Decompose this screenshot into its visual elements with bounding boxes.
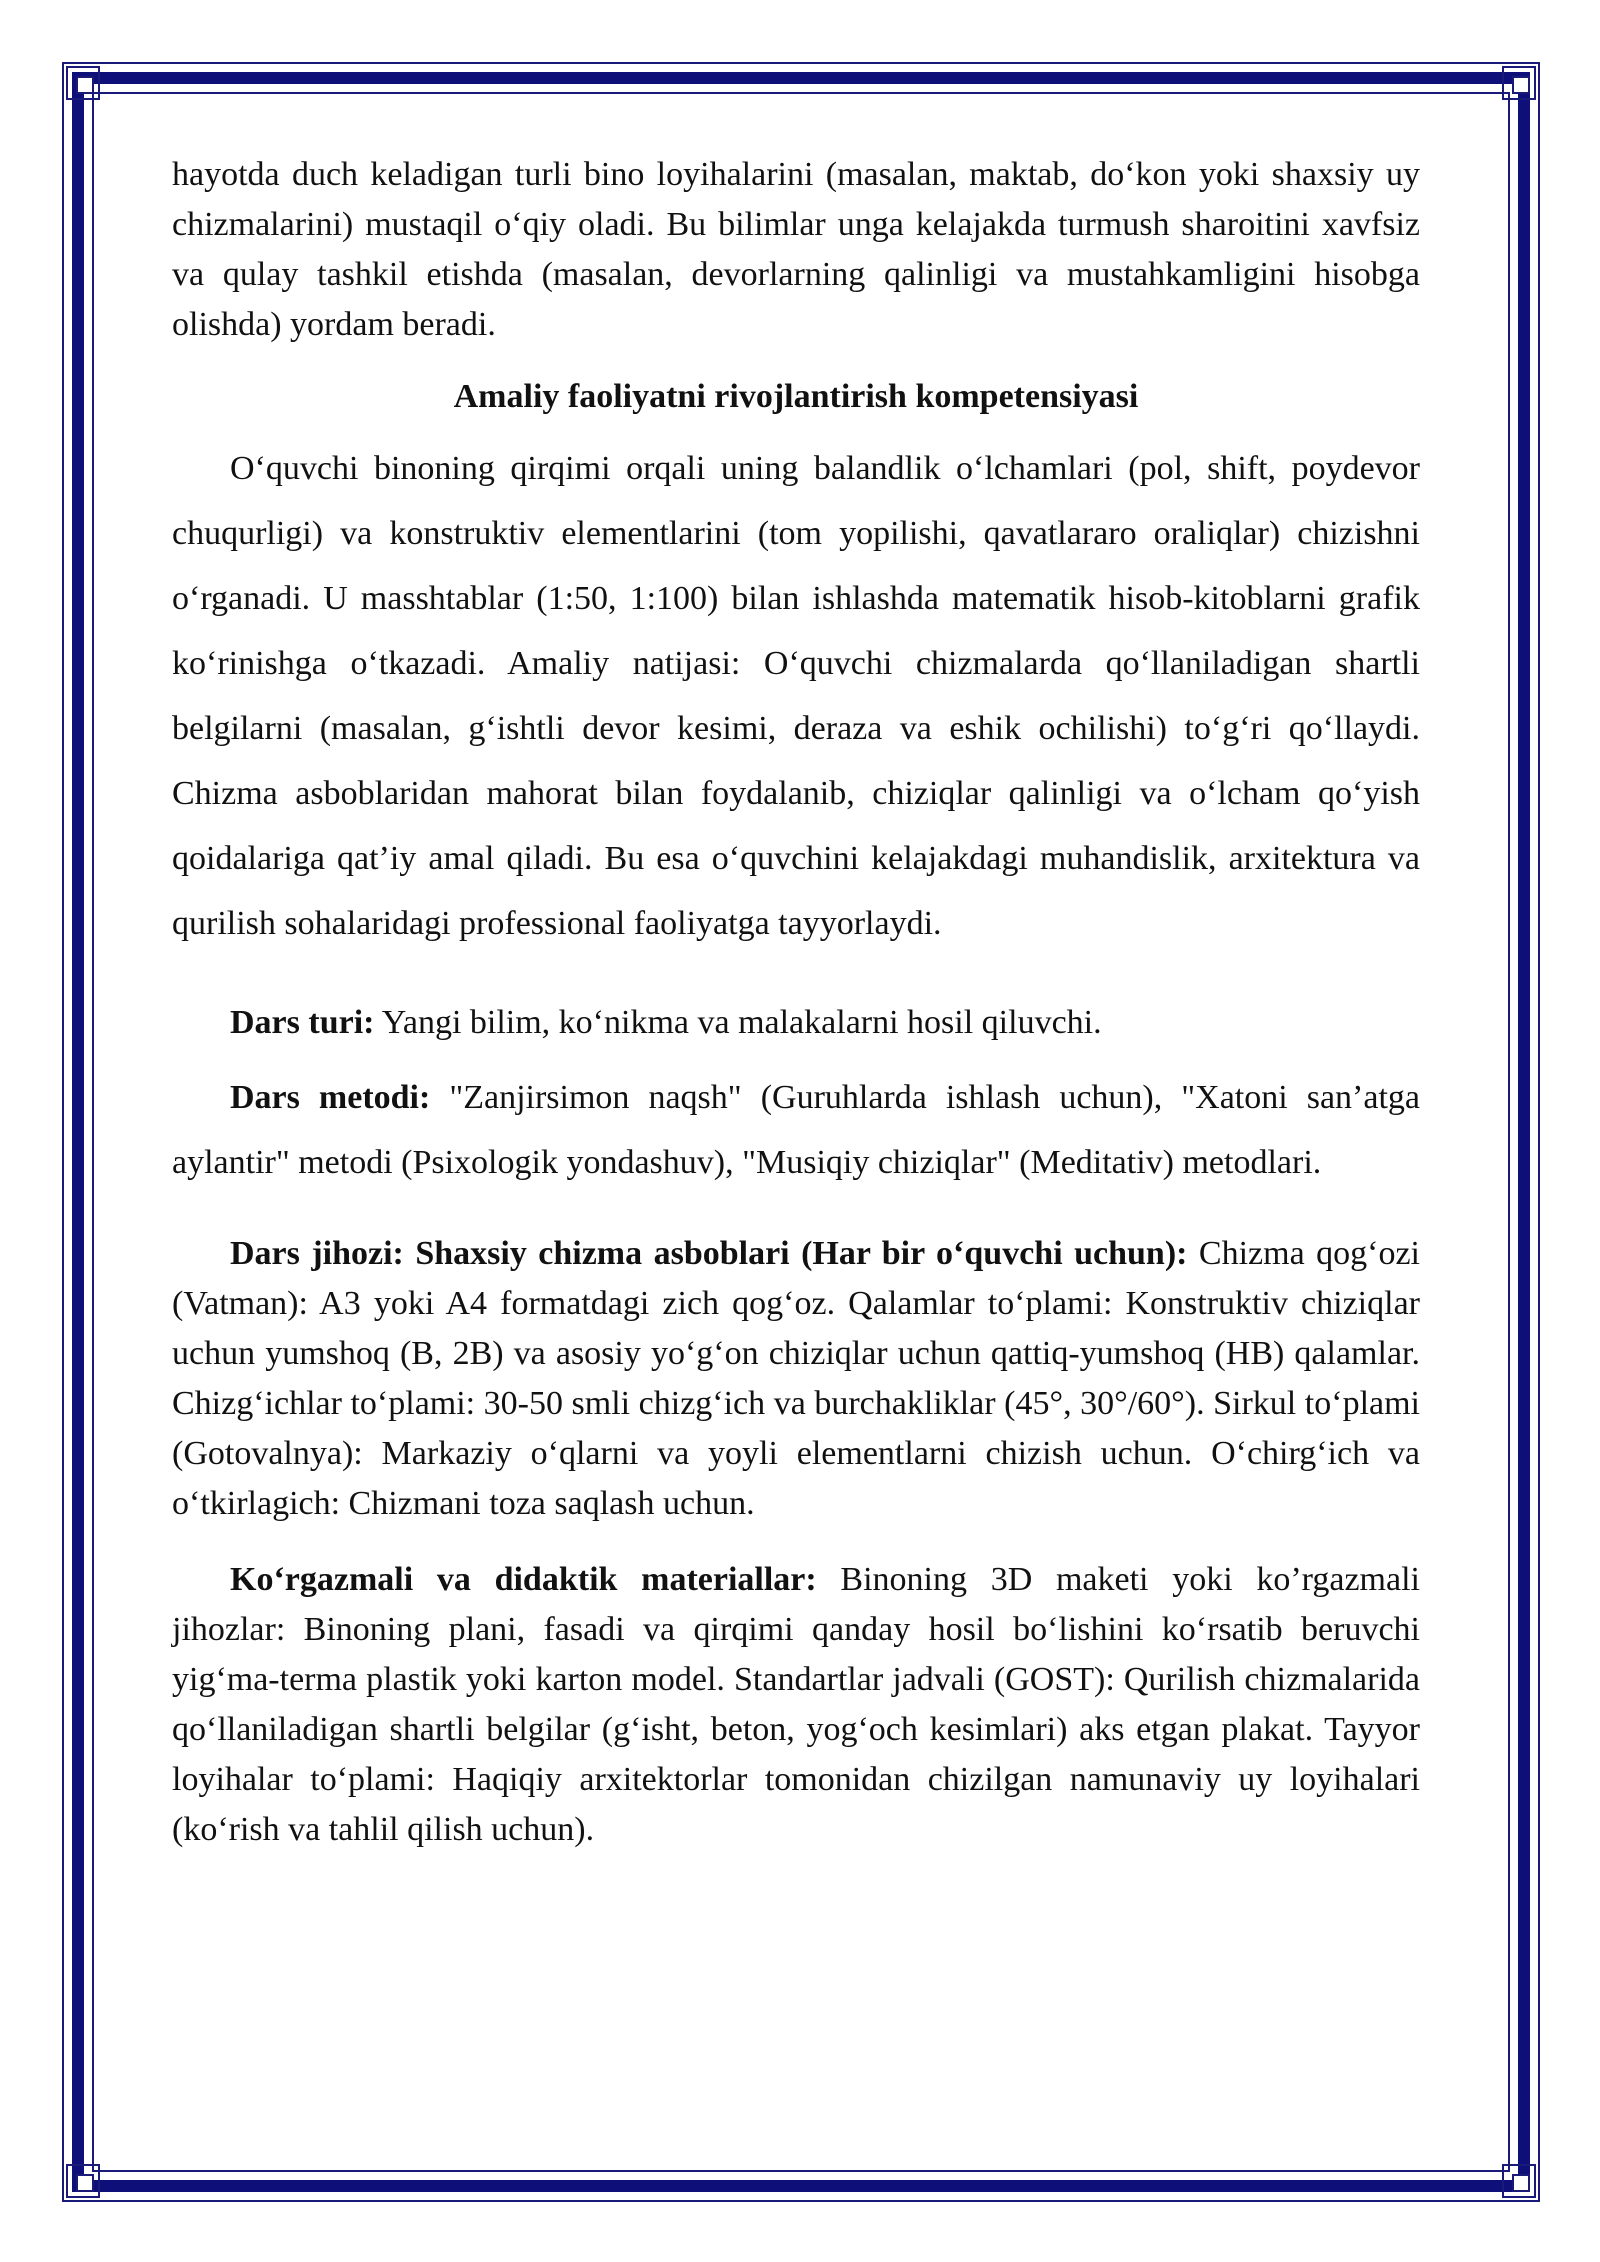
page-content: [172, 150, 1420, 1855]
section-heading: Amaliy faoliyatni rivojlantirish kompetensiyasi: [453, 378, 1139, 415]
intro-paragraph: hayotda duch keladigan turli bino loyihalarini (masalan, maktab, do‘kon yoki shaxsiy uy chizmalarini) mustaqil o‘qiy oladi. Bu bilimlar unga kelajakda turmush sharoitini xavfsiz va qulay tashkil etishda (masalan, devorlarning qalinligi va mustahkamligini hisobga olishda) yordam beradi.: [172, 156, 1420, 343]
border-corner-ornament: [1502, 66, 1536, 100]
visual-materials-text: Binoning 3D maketi yoki ko’rgazmali jihozlar: Binoning plani, fasadi va qirqimi qanday hosil bo‘lishini ko‘rsatib beruvchi yig‘ma-terma plastik yoki karton model. Standartlar jadvali (GOST): Qurilish chizmalarida qo‘llaniladigan shartli belgilar (g‘isht, beton, yog‘och kesimlari) aks etgan plakat. Tayyor loyihalar to‘plami: Haqiqiy arxitektorlar tomonidan chizilgan namunaviy uy loyihalari (ko‘rish va tahlil qilish uchun).: [172, 1561, 1420, 1848]
lesson-equipment-label: Dars jihozi: Shaxsiy chizma asboblari (Har bir o‘quvchi uchun):: [230, 1235, 1188, 1272]
lesson-method-text: "Zanjirsimon naqsh" (Guruhlarda ishlash uchun), "Xatoni san’atga aylantir" metodi (Psixologik yondashuv), "Musiqiy chiziqlar" (Meditativ) metodlari.: [172, 1079, 1420, 1181]
lesson-equipment-text: Chizma qog‘ozi (Vatman): A3 yoki A4 formatdagi zich qog‘oz. Qalamlar to‘plami: Konstruktiv chiziqlar uchun yumshoq (B, 2B) va asosiy yo‘g‘on chiziqlar uchun qattiq-yumshoq (HB) qalamlar. Chizg‘ichlar to‘plami: 30-50 smli chizg‘ich va burchakliklar (45°, 30°/60°). Sirkul to‘plami (Gotovalnya): Markaziy o‘qlarni va yoyli elementlarni chizish uchun. O‘chirg‘ich va o‘tkirlagich: Chizmani toza saqlash uchun.: [172, 1235, 1420, 1522]
border-corner-ornament: [1502, 2164, 1536, 2198]
border-corner-ornament: [66, 2164, 100, 2198]
lesson-method-label: Dars metodi:: [230, 1079, 431, 1116]
border-corner-ornament: [66, 66, 100, 100]
lesson-equipment-paragraph: [172, 1229, 1420, 1529]
competency-paragraph: O‘quvchi binoning qirqimi orqali uning balandlik o‘lchamlari (pol, shift, poydevor chuqurligi) va konstruktiv elementlarini (tom yopilishi, qavatlararo oraliqlar) chizishni o‘rganadi. U masshtablar (1:50, 1:100) bilan ishlashda matematik hisob-kitoblarni grafik ko‘rinishga o‘tkazadi. Amaliy natijasi: O‘quvchi chizmalarda qo‘llaniladigan shartli belgilarni (masalan, g‘ishtli devor kesimi, deraza va eshik ochilishi) to‘g‘ri qo‘llaydi. Chizma asboblaridan mahorat bilan foydalanib, chiziqlar qalinligi va o‘lcham qo‘yish qoidalariga qat’iy amal qiladi. Bu esa o‘quvchini kelajakdagi muhandislik, arxitektura va qurilish sohalaridagi professional faoliyatga tayyorlaydi.: [172, 450, 1420, 942]
lesson-method-paragraph: [172, 1065, 1420, 1195]
visual-materials-label: Ko‘rgazmali va didaktik materiallar:: [230, 1561, 817, 1598]
lesson-type-label: Dars turi:: [230, 1004, 375, 1041]
visual-materials-paragraph: [172, 1555, 1420, 1855]
lesson-type-paragraph: [172, 990, 1420, 1055]
lesson-type-text: Yangi bilim, ko‘nikma va malakalarni hosil qiluvchi.: [374, 1004, 1102, 1041]
